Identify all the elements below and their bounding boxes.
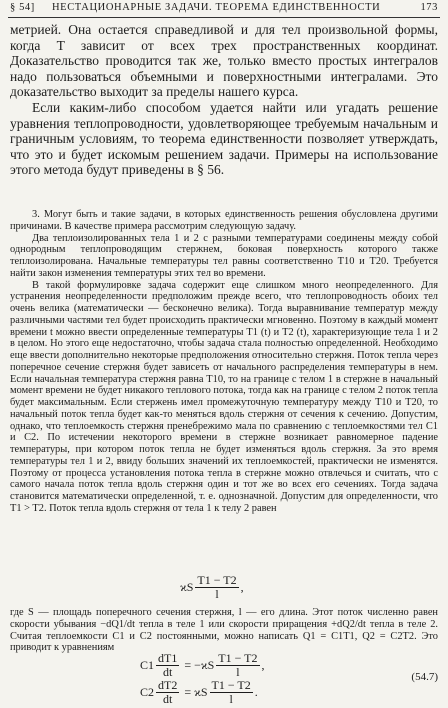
paragraph-continued: метрией. Она остается справедливой и для тел произвольной формы, когда T зависит от всех трех пространственных координат. Доказательство проводится так же, только вместо простых интегралов надо пользоваться объемными и поверхностными интегралами. Это доказательство выходит за пределы нашего курса. [10, 22, 438, 100]
eq2-derivative [156, 679, 179, 706]
page-header [10, 2, 438, 18]
flow-formula [180, 574, 244, 601]
formula-suffix: , [240, 580, 244, 594]
formula-denominator: l [215, 587, 219, 601]
equation-2 [140, 679, 258, 706]
page-number: 173 [420, 2, 438, 13]
eq1-deriv-den: dt [163, 665, 173, 679]
problem-discussion: В такой формулировке задача содержит еще слишком много неопределенного. Для устранения неопределенности предположим прежде всего, что теплопроводность обоих тел очень велика (математически — бесконечно велика). Тогда выравнивание температур между различными частями тел будет происходить практически мгновенно. Поэтому в каждый момент времени t можно ввести определенные температуры T1 (t) и T2 (t), характеризующие тела 1 и 2 в целом. Но этого еще недостаточно, чтобы задача стала полностью определенной. Необходимо еще ввести дополнительно некоторые предположения относительно стержня. Поток тепла через поперечное сечение стержня будет зависеть от начального распределения температуры в нем. Если начальная температура стержня равна T10, то на границе с телом 1 в стержне в начальный момент времени не будет никакого теплового потока, тогда как на границе с телом 2 поток тепла будет максимальным. Если стержень имел промежуточную температуру между T10 и T20, то начальный поток тепла будет как-то меняться вдоль стержня от сечения к сечению. Допустим, однако, что теплоемкость стержня пренебрежимо мала по сравнению с теплоемкостями тел C1 и C2. По истечении некоторого времени в стержне возникает равномерное падение температуры, при котором поток тепла не будет изменяться вдоль стержня. За это время температуры тел 1 и 2, ввиду больших значений их теплоемкостей, практически не изменятся. Поэтому от процесса установления потока тепла в стержне можно отвлечься и считать, что с самого начала поток тепла вдоль стержня один и тот же во всех его сечениях. Тогда задача становится математически определенной, т. е. однозначной. Допустим для определенности, что T1 > T2. Поток тепла вдоль стержня от тела 1 к телу 2 равен [10, 279, 438, 514]
eq1-frac-den: l [236, 665, 240, 679]
eq1-deriv-num: dT1 [158, 651, 178, 665]
paragraph-uniqueness: Если каким-либо способом удается найти или угадать решение уравнения теплопроводности, удовлетворяющее требуемым начальным и граничным условиям, то теорема единственности позволяет утверждать, что это и будет искомым решением задачи. Примеры на использование этого метода будут приведены в § 56. [10, 99, 438, 178]
after-formula-text: где S — площадь поперечного сечения стержня, l — его длина. Этот поток численно равен скорости убывания −dQ1/dt тепла в теле 1 или скорости приращения +dQ2/dt тепла в теле 2. Считая теплоемкости C1 и C2 постоянными, можно написать Q1 = C1T1, Q2 = C2T2. Это приводит к уравнениям [10, 607, 438, 654]
eq2-coef: C2 [140, 685, 155, 699]
header-rule [8, 17, 440, 18]
problem-statement: Два теплоизолированных тела 1 и 2 с разными температурами соединены между собой однородным теплопроводящим стержнем, боковая поверхность которого также теплоизолирована. Начальные температуры тел равны соответственно T10 и T20. Требуется найти закон изменения температуры этих тел во времени. [10, 232, 438, 279]
eq2-frac-den: l [229, 692, 233, 706]
eq1-frac-num: T1 − T2 [218, 651, 258, 665]
eq1-derivative [156, 652, 179, 679]
small-text-block [10, 209, 438, 515]
eq2-deriv-den: dt [163, 692, 173, 706]
eq2-rhs: = ϰS [184, 685, 208, 699]
eq1-fraction [216, 652, 259, 679]
formula-prefix: ϰS [180, 580, 194, 594]
eq1-coef: C1 [140, 658, 155, 672]
eq1-rhs: = −ϰS [184, 658, 215, 672]
main-text-block [10, 22, 438, 178]
section-ref: § 54] [10, 2, 35, 13]
running-title: НЕСТАЦИОНАРНЫЕ ЗАДАЧИ. ТЕОРЕМА ЕДИНСТВЕННОСТИ [52, 2, 381, 13]
eq2-frac-num: T1 − T2 [211, 678, 251, 692]
equation-1 [140, 652, 265, 679]
after-formula-block [10, 607, 438, 654]
eq2-end: . [254, 685, 258, 699]
problem-intro: 3. Могут быть и такие задачи, в которых единственность решения обусловлена другими причинами. В качестве примера рассмотрим следующую задачу. [10, 209, 438, 232]
eq1-end: , [261, 658, 265, 672]
eq2-fraction [210, 679, 253, 706]
formula-fraction [195, 574, 238, 601]
formula-numerator: T1 − T2 [197, 573, 237, 587]
eq2-deriv-num: dT2 [158, 678, 178, 692]
equation-number: (54.7) [411, 671, 438, 683]
